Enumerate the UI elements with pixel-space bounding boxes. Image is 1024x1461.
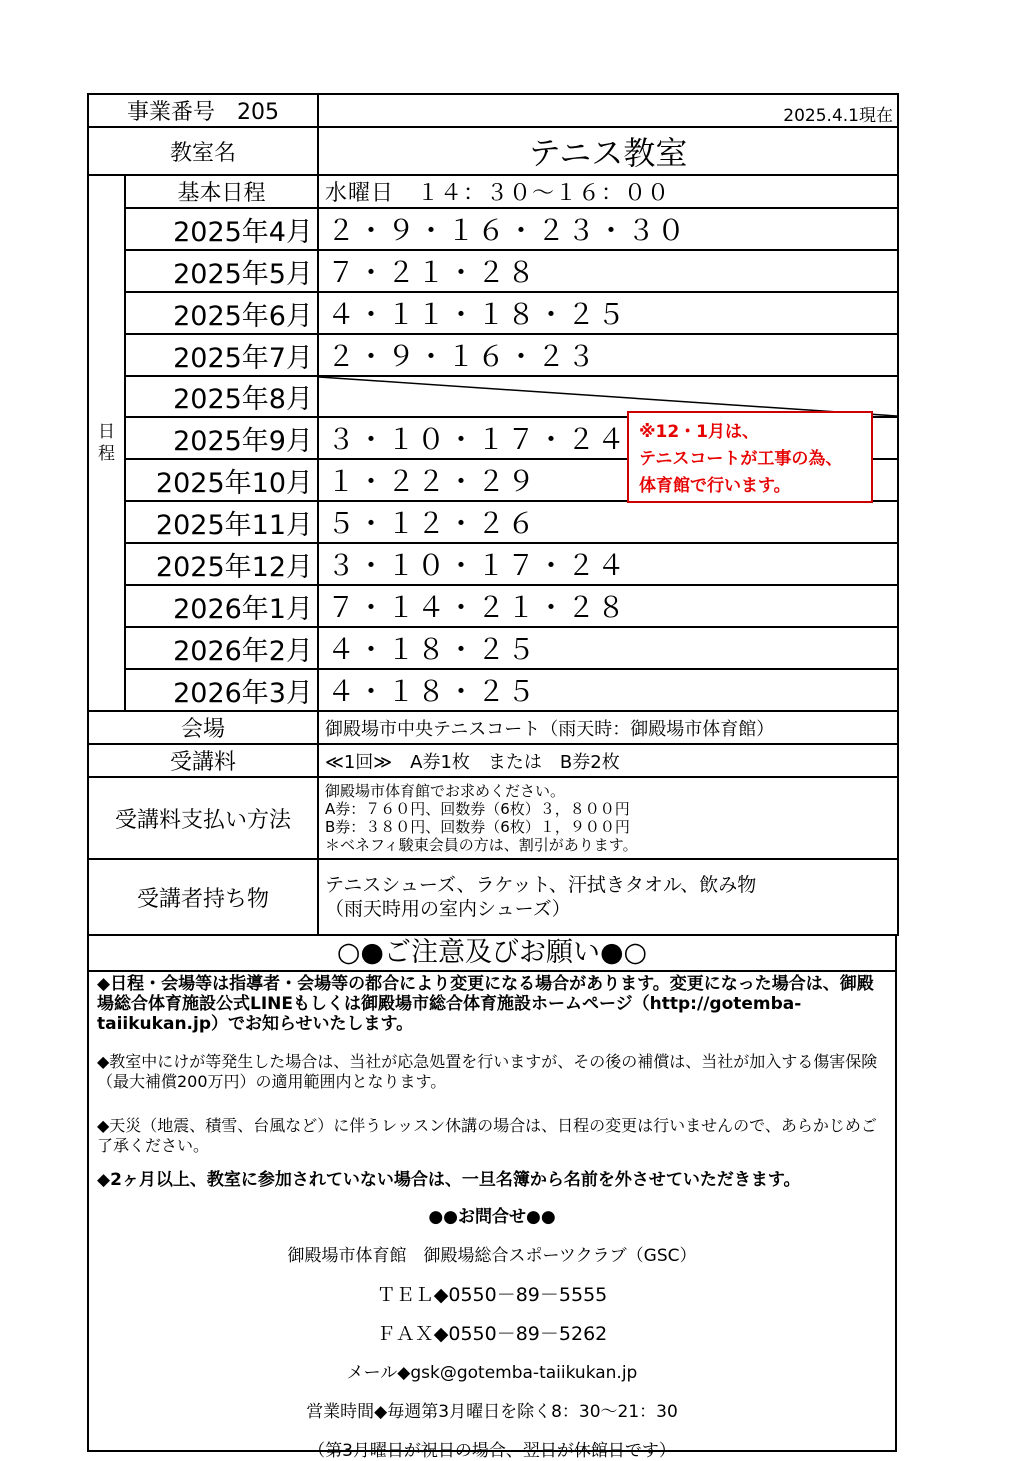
schedule-dates: ５・１２・２６ bbox=[318, 501, 898, 543]
schedule-month: 2025年4月 bbox=[125, 208, 318, 250]
note-item: ◆天災（地震、積雪、台風など）に伴うレッスン休講の場合は、日程の変更は行いませんので、あらかじめご了承ください。 bbox=[97, 1116, 877, 1155]
schedule-month: 2025年7月 bbox=[125, 334, 318, 376]
payment-label: 受講料支払い方法 bbox=[88, 777, 318, 859]
schedule-dates: ４・１８・２５ bbox=[318, 627, 898, 669]
callout-line: ※12・1月は、 bbox=[639, 422, 760, 442]
venue-change-callout bbox=[627, 411, 873, 503]
note-item: ◆教室中にけが等発生した場合は、当社が応急処置を行いますが、その後の補償は、当社が加入する傷害保険（最大補償200万円）の適用範囲内となります。 bbox=[97, 1052, 878, 1091]
venue-value: 御殿場市中央テニスコート（雨天時：御殿場市体育館） bbox=[318, 711, 898, 744]
class-info-table bbox=[87, 93, 899, 936]
as-of-date: 2025.4.1現在 bbox=[318, 94, 898, 127]
class-name-row bbox=[88, 127, 898, 175]
payment-line: B券：３８０円、回数券（6枚）１，９００円 bbox=[325, 818, 630, 836]
schedule-month: 2025年6月 bbox=[125, 292, 318, 334]
class-name-label: 教室名 bbox=[88, 127, 318, 175]
belongings-line: テニスシューズ、ラケット、汗拭きタオル、飲み物 bbox=[325, 874, 757, 896]
payment-row bbox=[88, 777, 898, 859]
basic-schedule-row bbox=[88, 175, 898, 208]
header-row bbox=[88, 94, 898, 127]
schedule-month: 2025年12月 bbox=[125, 543, 318, 585]
contact-hours: 営業時間◆毎週第3月曜日を除く8：30～21：30 bbox=[306, 1402, 678, 1422]
contact-heading: ●●お問合せ●● bbox=[428, 1207, 556, 1227]
payment-line: 御殿場市体育館でお求めください。 bbox=[325, 782, 566, 800]
schedule-month: 2025年8月 bbox=[125, 376, 318, 417]
contact-mail: メール◆gsk@gotemba-taiikukan.jp bbox=[346, 1363, 638, 1383]
note-item: ◆日程・会場等は指導者・会場等の都合により変更になる場合があります。変更になった場合は、御殿場総合体育施設公式LINEもしくは御殿場市総合体育施設ホームページ（http://gotemba-taiikukan.jp）でお知らせいたします。 bbox=[97, 974, 874, 1034]
schedule-dates: ７・２１・２８ bbox=[318, 250, 898, 292]
belongings-line: （雨天時用の室内シューズ） bbox=[325, 898, 571, 920]
notes-title: ○●ご注意及びお願い●○ bbox=[89, 936, 895, 972]
schedule-month: 2026年2月 bbox=[125, 627, 318, 669]
belongings-details bbox=[318, 859, 898, 935]
schedule-row bbox=[88, 250, 898, 292]
fee-row bbox=[88, 744, 898, 777]
schedule-month: 2025年9月 bbox=[125, 417, 318, 459]
schedule-row bbox=[88, 669, 898, 711]
contact-tel: ＴＥＬ◆0550－89－5555 bbox=[376, 1284, 608, 1306]
schedule-row bbox=[88, 585, 898, 627]
callout-line: テニスコートが工事の為、 bbox=[639, 449, 843, 469]
schedule-month: 2026年1月 bbox=[125, 585, 318, 627]
schedule-row bbox=[88, 627, 898, 669]
schedule-dates: ２・９・１６・２３・３０ bbox=[318, 208, 898, 250]
contact-hours-note: （第3月曜日が祝日の場合、翌日が休館日です） bbox=[308, 1441, 676, 1461]
document bbox=[87, 93, 897, 1461]
program-number: 事業番号 205 bbox=[88, 94, 318, 127]
schedule-dates: ４・１１・１８・２５ bbox=[318, 292, 898, 334]
basic-schedule-label: 基本日程 bbox=[125, 175, 318, 208]
fee-label: 受講料 bbox=[88, 744, 318, 777]
schedule-vertical-label bbox=[88, 175, 125, 711]
schedule-month: 2025年11月 bbox=[125, 501, 318, 543]
venue-row bbox=[88, 711, 898, 744]
schedule-label-text: 日程 bbox=[98, 422, 115, 464]
schedule-row bbox=[88, 334, 898, 376]
schedule-month: 2026年3月 bbox=[125, 669, 318, 711]
schedule-dates: ４・１８・２５ bbox=[318, 669, 898, 711]
belongings-row bbox=[88, 859, 898, 935]
payment-details bbox=[318, 777, 898, 859]
payment-line: ＊ベネフィ駿東会員の方は、割引があります。 bbox=[325, 836, 638, 854]
contact-fax: ＦＡＸ◆0550－89－5262 bbox=[376, 1323, 608, 1345]
schedule-month: 2025年10月 bbox=[125, 459, 318, 501]
schedule-row bbox=[88, 543, 898, 585]
schedule-dates: ３・１０・１７・２４ bbox=[318, 543, 898, 585]
payment-line: A券：７６０円、回数券（6枚）３，８００円 bbox=[325, 800, 630, 818]
venue-label: 会場 bbox=[88, 711, 318, 744]
basic-schedule-value: 水曜日 １４：３０～１６：００ bbox=[318, 175, 898, 208]
schedule-month: 2025年5月 bbox=[125, 250, 318, 292]
schedule-dates: １・２２・２９ bbox=[318, 459, 898, 501]
callout-line: 体育館で行います。 bbox=[639, 476, 791, 496]
belongings-label: 受講者持ち物 bbox=[88, 859, 318, 935]
schedule-row bbox=[88, 501, 898, 543]
fee-value: ≪1回≫ A券1枚 または B券2枚 bbox=[318, 744, 898, 777]
schedule-dates: ７・１４・２１・２８ bbox=[318, 585, 898, 627]
class-name: テニス教室 bbox=[318, 127, 898, 175]
schedule-dates: ３・１０・１７・２４ bbox=[318, 417, 898, 459]
notes-section bbox=[87, 936, 897, 1461]
schedule-row bbox=[88, 292, 898, 334]
contact-org: 御殿場市体育館 御殿場総合スポーツクラブ（GSC） bbox=[287, 1246, 697, 1266]
schedule-row bbox=[88, 208, 898, 250]
note-item: ◆2ヶ月以上、教室に参加されていない場合は、一旦名簿から名前を外させていただきます。 bbox=[97, 1170, 801, 1190]
schedule-dates: ２・９・１６・２３ bbox=[318, 334, 898, 376]
